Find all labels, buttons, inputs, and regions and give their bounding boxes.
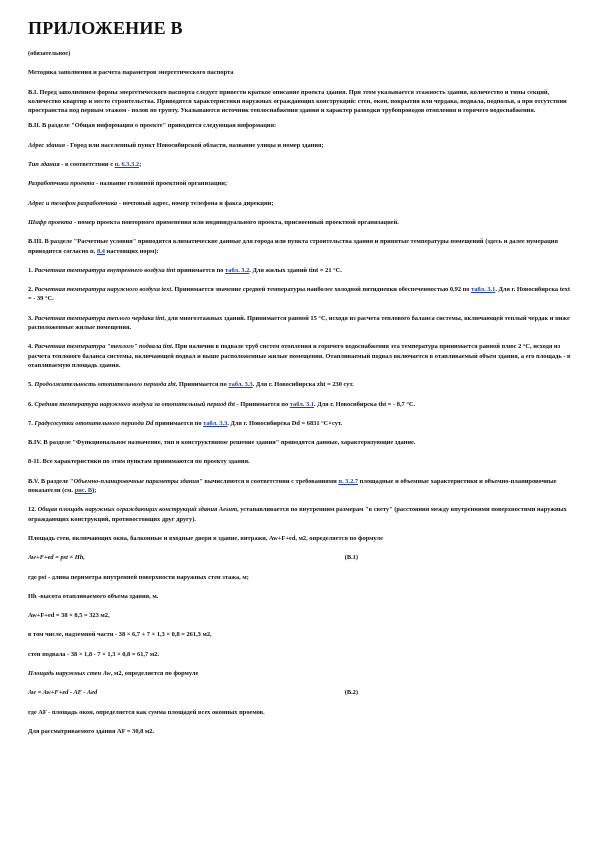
formula-b1: [28, 553, 358, 562]
paragraph-code: [28, 218, 573, 227]
item-4-num: 4.: [28, 343, 35, 351]
b3-pre: В.III. В разделе "Расчетные условия" приводятся климатические данные для города или пункта строительства здания и принятые температуры помещений (здесь и далее нумерация приводится согласно п.: [28, 238, 558, 255]
item-7-label: Градусосутки отопительного периода Dd: [34, 419, 154, 427]
code-text: - номер проекта повторного применения или индивидуального проекта, присвоенный проектной организацией.: [72, 218, 399, 226]
link-table-3-1-b[interactable]: табл. 3.1: [289, 400, 314, 408]
dev-address-text: - почтовый адрес, номер телефона и факса дирекции;: [117, 199, 274, 207]
b5-em: Объемно-планировочные параметры здания: [73, 477, 200, 485]
b5-pre: В.V. В разделе ": [28, 477, 74, 485]
item-7-num: 7.: [28, 419, 35, 427]
item-3-num: 3.: [28, 314, 35, 322]
item-7-text: принимается по: [153, 419, 204, 427]
paragraph-developers: [28, 179, 573, 188]
link-3-2-7[interactable]: п. 3.2.7: [338, 477, 359, 485]
item-2-num: 2.: [28, 286, 35, 294]
paragraph-af: где AF - площадь окон, определяется как сумма площадей всех оконных проемов.: [28, 708, 265, 716]
item-6-post: . Для г. Новосибирска tht = - 8,7 °С.: [314, 400, 416, 408]
link-figure-b[interactable]: рис. В: [74, 487, 93, 495]
aw-label: Площадь наружных стен Aw: [28, 669, 111, 677]
type-post: ;: [139, 161, 142, 169]
item-6: [28, 400, 573, 409]
item-12: [28, 505, 573, 524]
section-heading: Методика заполнения и расчета параметров энергетического паспорта: [28, 69, 234, 77]
document-page: [28, 18, 573, 736]
b5-post: );: [92, 487, 97, 495]
item-6-label: Средняя температура наружного воздуха за отопительный период tht: [34, 400, 235, 408]
paragraph-address: [28, 141, 573, 150]
developers-text: - название головной проектной организации;: [94, 180, 228, 188]
formula-b2-expr: Aw = Aw+F+ed - AF - Aed: [28, 689, 98, 697]
item-2-post: . Для г. Новосибирска text = - 39 °С.: [28, 286, 570, 303]
paragraph-b3: [28, 237, 573, 256]
item-12-text: , устанавливается по внутренним размерам "в свету" (расстояния между внутренними поверхностями наружных ограждающих конструкций, противостоящих друг другу).: [28, 506, 567, 523]
calc-total: Aw+F+ed = 38 × 8,5 = 323 м2,: [28, 612, 110, 620]
item-2: [28, 285, 573, 304]
paragraph-pst: где pst - длина периметра внутренней поверхности наружных стен этажа, м;: [28, 573, 249, 581]
item-2-label: Расчетная температура наружного воздуха text: [34, 286, 172, 294]
item-2-text: . Принимается значение средней температуры наиболее холодной пятидневки обеспеченностью 0,92 по: [171, 286, 472, 294]
address-label: Адрес здания: [28, 141, 65, 149]
item-4: [28, 342, 573, 370]
subtitle: (обязательное): [28, 50, 71, 57]
address-text: - Город или населенный пункт Новосибирской области, название улицы и номер здания;: [64, 141, 324, 149]
calc-basement: стен подвала - 38 × 1,8 - 7 × 1,3 × 0,8 = 61,7 м2.: [28, 650, 159, 658]
item-4-label: Расчетная температура "теплого" подвала tint: [34, 343, 172, 351]
calc-above-ground: в том числе, надземной части - 38 × 6,7 + 7 × 1,3 × 0,8 = 261,3 м2,: [28, 631, 212, 639]
link-table-3-1[interactable]: табл. 3.1: [471, 286, 496, 294]
formula-b1-number: (В.1): [344, 554, 358, 562]
item-1-label: Расчетная температура внутреннего воздуха tint: [34, 266, 176, 274]
paragraph-type: [28, 160, 573, 169]
item-5-num: 5.: [28, 381, 35, 389]
paragraph-b5: [28, 477, 573, 496]
item-5-post: . Для г. Новосибирска zht = 230 сут.: [252, 381, 354, 389]
developers-label: Разработчики проекта: [28, 180, 95, 188]
item-3-label: Расчетная температура теплого чердака tint: [34, 314, 165, 322]
item-5-text: . Принимается по: [175, 381, 229, 389]
item-1: [28, 266, 573, 275]
formula-b1-expr: Aw+F+ed = pst × Hh,: [28, 554, 85, 562]
dev-address-label: Адрес и телефон разработчика: [28, 199, 118, 207]
link-8-4[interactable]: 8.4: [96, 247, 105, 255]
link-table-3-3[interactable]: табл. 3.3: [228, 381, 253, 389]
code-label: Шифр проекта: [28, 218, 73, 226]
item-7: [28, 419, 573, 428]
item-12-num: 12.: [28, 506, 38, 514]
b3-post: настоящих норм):: [104, 247, 159, 255]
paragraph-walls-area: Площадь стен, включающих окна, балконные и входные двери в здание, витражи, Aw+F+ed, м2, определяется по формуле: [28, 534, 383, 542]
b5-mid2: площадные и объемные характеристики и объемно-планировочные показатели (см.: [28, 477, 557, 495]
paragraph-hh: Hh -высота отапливаемого объема здания, м.: [28, 592, 159, 600]
formula-b2-number: (В.2): [344, 689, 358, 697]
paragraph-aw: [28, 669, 573, 678]
item-5-label: Продолжительность отопительного периода zht: [34, 381, 176, 389]
aw-text: , м2, определяется по формуле: [110, 669, 199, 677]
type-text: - в соответствии с: [59, 161, 115, 169]
link-table-3-2[interactable]: табл. 3.2: [225, 266, 250, 274]
type-label: Тип здания: [28, 161, 60, 169]
item-3-text: , для многоэтажных зданий. Принимается равной 15 °С, исходя из расчета теплового баланса системы, включающей теплый чердак и ниже расположенные жилые помещения.: [28, 314, 570, 332]
item-4-text: . При наличии в подвале труб систем отопления и горячего водоснабжения эта температура принимается равной плюс 2 °С, исходя из расчета теплового баланса системы, включающей подвал и выше расположенные жилые помещения. Отапливаемый подвал включается в отапливаемый объем здания, а его площадь - в отапливаемую площадь здания.: [28, 343, 571, 369]
item-1-num: 1.: [28, 266, 35, 274]
page-title: ПРИЛОЖЕНИЕ В: [28, 18, 183, 38]
paragraph-b2: В.II. В разделе "Общая информация о проекте" приводится следующая информация:: [28, 122, 277, 130]
formula-b2: [28, 688, 358, 697]
link-table-3-3-b[interactable]: табл. 3.3: [203, 419, 228, 427]
item-12-label: Общая площадь наружных ограждающих конструкций здания Aesum: [37, 506, 238, 514]
paragraph-8-11: 8-11. Все характеристики по этим пунктам принимаются по проекту здания.: [28, 458, 250, 466]
item-6-text: - Принимается по: [234, 400, 290, 408]
item-1-text: принимается по: [175, 266, 226, 274]
item-3: [28, 314, 573, 333]
item-1-post: . Для жилых зданий tint = 21 °С.: [249, 266, 342, 274]
b5-mid: " вычисляются в соответствии с требованиями: [199, 477, 339, 485]
paragraph-af-value: Для рассматриваемого здания AF = 30,8 м2.: [28, 727, 155, 735]
paragraph-dev-address: [28, 199, 573, 208]
item-6-num: 6.: [28, 400, 35, 408]
paragraph-b4: В.IV. В разделе "Функциональное назначение, тип и конструктивное решение здания" приводятся данные, характеризующие здание.: [28, 439, 416, 447]
item-7-post: . Для г. Новосибирска Dd = 6831 °С×сут.: [227, 419, 343, 427]
paragraph-b1: В.I. Перед заполнением формы энергетического паспорта следует привести краткое описание проекта здания. При этом указывается этажность здания, количество и типы секций, количество квартир и место строительства. Приводятся характеристики наружных ограждающих конструкций: стен, окон, покрытия или чердака, подвала, подполья, а при отсутствии пространства под первым этажом - полов по грунту. Указываются источник теплоснабжения здания и характер разводки трубопроводов отопления и горячего водоснабжения.: [28, 88, 567, 115]
link-6-3-3-2[interactable]: п. 6.3.3.2: [114, 161, 140, 169]
item-5: [28, 380, 573, 389]
